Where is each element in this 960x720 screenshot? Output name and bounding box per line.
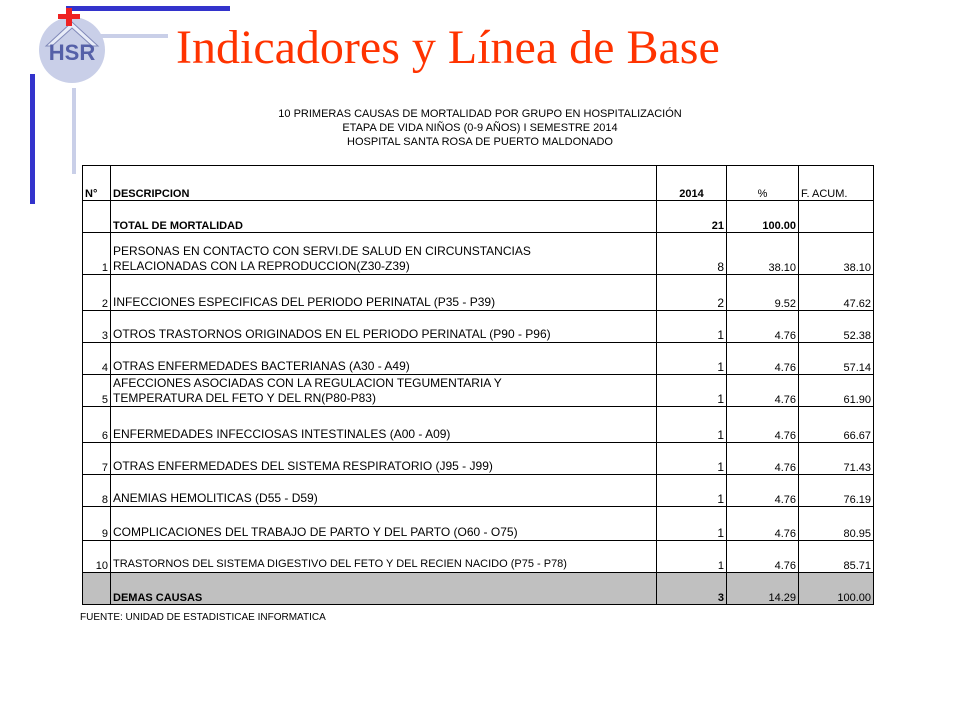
table-row [83, 233, 874, 275]
table-row [83, 275, 874, 311]
column-header-number: N° [83, 166, 111, 201]
row-description [111, 343, 657, 375]
row-description-line-2: OTRAS ENFERMEDADES DEL SISTEMA RESPIRATORIO (J95 - J99) [113, 459, 493, 473]
row-count: 8 [657, 233, 727, 275]
column-header-cumulative: F. ACUM. [799, 166, 874, 201]
row-description-line-2: RELACIONADAS CON LA REPRODUCCION(Z30-Z39) [113, 259, 410, 273]
row-percent: 4.76 [727, 311, 799, 343]
row-cumulative: 47.62 [799, 275, 874, 311]
row-description [111, 233, 657, 275]
row-description-line-2: COMPLICACIONES DEL TRABAJO DE PARTO Y DEL PARTO (O60 - O75) [113, 525, 518, 539]
row-description [111, 407, 657, 443]
row-percent: 4.76 [727, 541, 799, 573]
source-note: FUENTE: UNIDAD DE ESTADISTICAE INFORMATICA [80, 612, 326, 623]
row-description-line-2: OTROS TRASTORNOS ORIGINADOS EN EL PERIODO PERINATAL (P90 - P96) [113, 327, 551, 341]
row-count: 2 [657, 275, 727, 311]
row-number: 1 [83, 233, 111, 275]
total-row [83, 201, 874, 233]
row-description [111, 311, 657, 343]
row-count: 1 [657, 507, 727, 541]
row-cumulative: 85.71 [799, 541, 874, 573]
row-number: 4 [83, 343, 111, 375]
other-causes-cumulative: 100.00 [799, 573, 874, 605]
total-percent: 100.00 [727, 201, 799, 233]
cause-rows [83, 233, 874, 573]
row-number: 7 [83, 443, 111, 475]
row-number: 10 [83, 541, 111, 573]
row-percent: 4.76 [727, 507, 799, 541]
row-percent: 4.76 [727, 475, 799, 507]
table-row [83, 507, 874, 541]
other-causes-count: 3 [657, 573, 727, 605]
table-row [83, 541, 874, 573]
report-heading-line-1: 10 PRIMERAS CAUSAS DE MORTALIDAD POR GRUPO EN HOSPITALIZACIÓN [278, 108, 682, 120]
row-cumulative: 61.90 [799, 375, 874, 407]
svg-text:HSR: HSR [48, 40, 96, 65]
row-cumulative: 52.38 [799, 311, 874, 343]
column-header-percent: % [727, 166, 799, 201]
row-count: 1 [657, 311, 727, 343]
row-count: 1 [657, 443, 727, 475]
row-count: 1 [657, 475, 727, 507]
mortality-table [82, 165, 874, 605]
other-causes-percent: 14.29 [727, 573, 799, 605]
row-cumulative: 57.14 [799, 343, 874, 375]
row-description [111, 275, 657, 311]
row-count: 1 [657, 541, 727, 573]
row-description-line-2: ENFERMEDADES INFECCIOSAS INTESTINALES (A00 - A09) [113, 427, 451, 441]
row-description-line-1: AFECCIONES ASOCIADAS CON LA REGULACION TEGUMENTARIA Y [113, 376, 502, 390]
row-cumulative: 66.67 [799, 407, 874, 443]
row-percent: 4.76 [727, 343, 799, 375]
table-row [83, 375, 874, 407]
row-percent: 4.76 [727, 375, 799, 407]
row-count: 1 [657, 407, 727, 443]
row-cumulative: 71.43 [799, 443, 874, 475]
row-description-line-1: PERSONAS EN CONTACTO CON SERVI.DE SALUD EN CIRCUNSTANCIAS [113, 244, 531, 258]
row-number: 2 [83, 275, 111, 311]
row-cumulative: 76.19 [799, 475, 874, 507]
report-heading-line-2: ETAPA DE VIDA NIÑOS (0-9 AÑOS) I SEMESTRE 2014 [342, 122, 618, 134]
table-row [83, 443, 874, 475]
row-cumulative: 38.10 [799, 233, 874, 275]
row-cumulative: 80.95 [799, 507, 874, 541]
row-description-line-2: TRASTORNOS DEL SISTEMA DIGESTIVO DEL FETO Y DEL RECIEN NACIDO (P75 - P78) [113, 558, 567, 570]
table-row [83, 311, 874, 343]
row-percent: 38.10 [727, 233, 799, 275]
column-header-description: DESCRIPCION [111, 166, 657, 201]
row-number: 9 [83, 507, 111, 541]
column-header-year: 2014 [657, 166, 727, 201]
row-description-line-2: OTRAS ENFERMEDADES BACTERIANAS (A30 - A49) [113, 359, 410, 373]
row-description-line-2: INFECCIONES ESPECIFICAS DEL PERIODO PERINATAL (P35 - P39) [113, 295, 496, 309]
other-causes-row [83, 573, 874, 605]
row-description [111, 475, 657, 507]
row-count: 1 [657, 375, 727, 407]
total-label: TOTAL DE MORTALIDAD [111, 201, 657, 233]
total-count: 21 [657, 201, 727, 233]
row-percent: 9.52 [727, 275, 799, 311]
table-row [83, 407, 874, 443]
other-causes-label: DEMAS CAUSAS [111, 573, 657, 605]
row-description-line-2: ANEMIAS HEMOLITICAS (D55 - D59) [113, 491, 318, 505]
row-description [111, 443, 657, 475]
table-row [83, 343, 874, 375]
row-description [111, 375, 657, 407]
row-number: 6 [83, 407, 111, 443]
page-title: Indicadores y Línea de Base [176, 21, 720, 74]
row-description [111, 541, 657, 573]
report-heading-line-3: HOSPITAL SANTA ROSA DE PUERTO MALDONADO [347, 136, 613, 148]
row-percent: 4.76 [727, 407, 799, 443]
row-number: 5 [83, 375, 111, 407]
table-header-row [83, 166, 874, 201]
table-row [83, 475, 874, 507]
hospital-logo-icon [30, 6, 110, 86]
row-description-line-2: TEMPERATURA DEL FETO Y DEL RN(P80-P83) [113, 391, 376, 405]
row-count: 1 [657, 343, 727, 375]
row-number: 3 [83, 311, 111, 343]
row-number: 8 [83, 475, 111, 507]
row-percent: 4.76 [727, 443, 799, 475]
row-description [111, 507, 657, 541]
